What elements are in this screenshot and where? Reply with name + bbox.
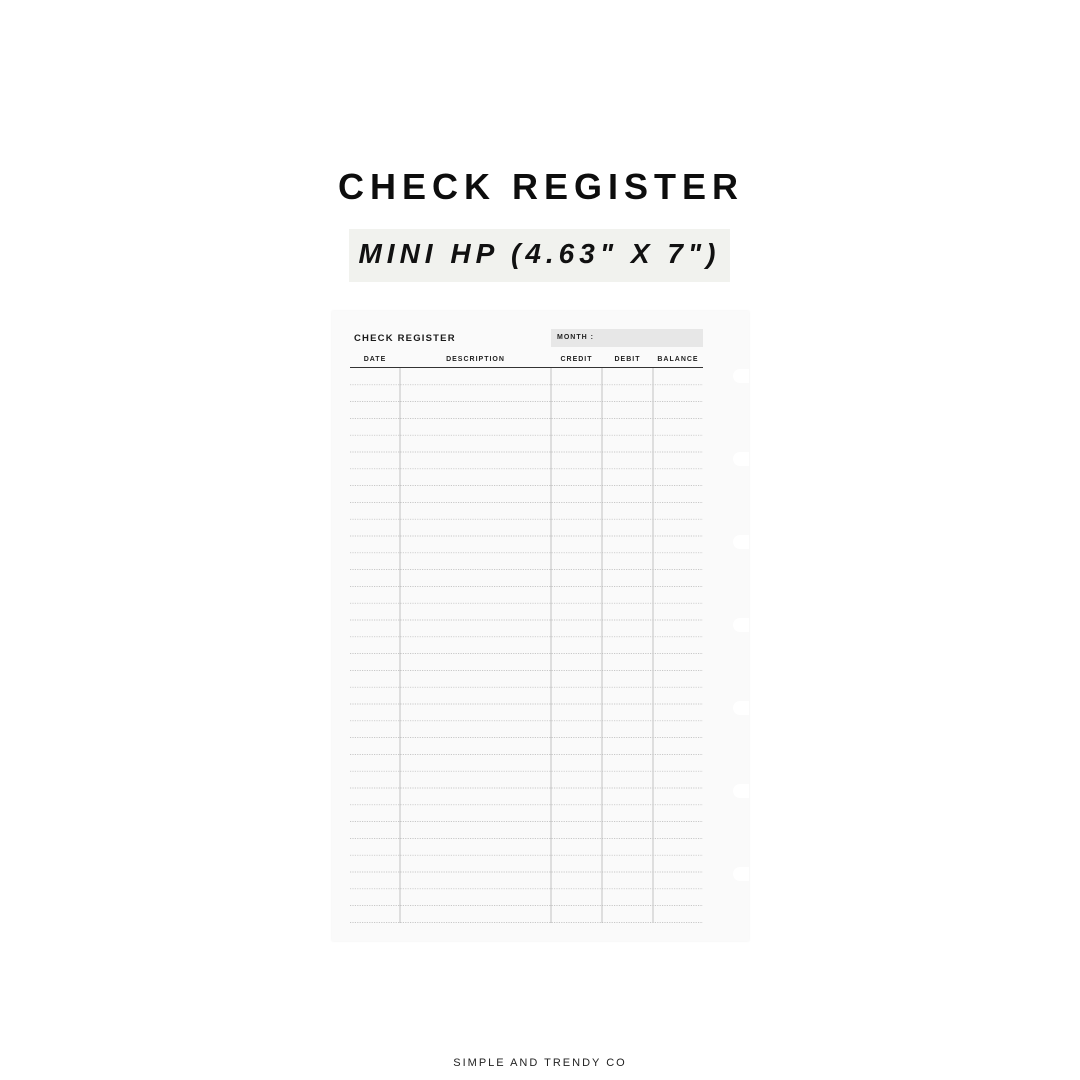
column-header-description: DESCRIPTION (446, 356, 505, 363)
footer-brand: SIMPLE AND TRENDY CO (453, 1057, 627, 1069)
column-header-credit: CREDIT (560, 356, 593, 363)
subtitle: MINI HP (4.63" X 7") (358, 238, 721, 269)
month-label: MONTH : (557, 334, 594, 341)
subtitle-band (349, 229, 730, 282)
binder-hole (733, 867, 749, 881)
column-header-balance: BALANCE (657, 356, 699, 363)
column-header-date: DATE (363, 356, 387, 363)
binder-hole (733, 369, 749, 383)
binder-hole (733, 535, 749, 549)
sheet-title: CHECK REGISTER (354, 333, 456, 344)
planner-sheet (332, 311, 749, 941)
binder-hole (733, 452, 749, 466)
register-grid (332, 311, 749, 941)
column-header-debit: DEBIT (614, 356, 641, 363)
binder-hole (733, 784, 749, 798)
binder-hole (733, 618, 749, 632)
main-title: CHECK REGISTER (337, 166, 745, 207)
binder-hole (733, 701, 749, 715)
